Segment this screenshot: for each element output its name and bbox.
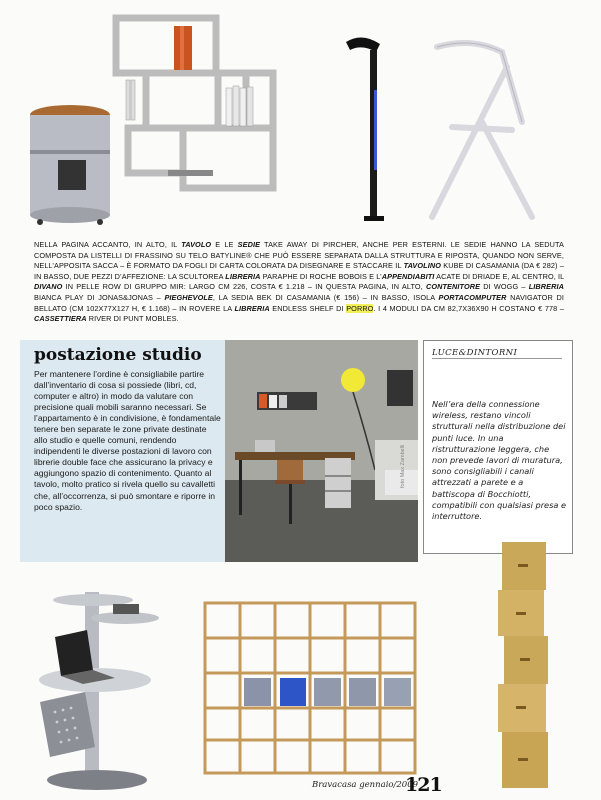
sidebar-body: Nell’era della connessione wireless, restano vincoli strutturali nella distribuzione dei punti luce. In una ristrutturazione leggera, che non prevede lavori di muratura, sono consigliabili i canali attrezzati a parete e a battiscopa di Bocchiotti, compatibili con qualsiasi presa e interruttore.	[432, 399, 567, 522]
caption-run: APPENDIABITI	[381, 271, 435, 281]
caption-run: RIVER DI PUNT MOBLES.	[86, 314, 179, 324]
folding-chair-photo	[412, 32, 542, 224]
caption-run: ENDLESS SHELF DI	[269, 303, 347, 313]
section-title: postazione studio	[34, 345, 202, 365]
caption-run: NAVIGATOR DI BELLATO (CM 102X77X127 H, € 1.168) – IN ROVERE LA	[34, 292, 564, 313]
caption-run: PORTACOMPUTER	[438, 292, 507, 302]
photo-credit: foto Max Zambelli	[400, 444, 406, 488]
caption-run: CASSETTIERA	[34, 314, 87, 324]
caption-run: LIBRERIA	[528, 282, 564, 292]
caption-run: NELLA PAGINA ACCANTO, IN ALTO, IL	[34, 240, 182, 249]
caption-run: , LA SEDIA BEK DI CASAMANIA (€ 156) – IN BASSO, ISOLA	[212, 292, 439, 302]
caption-run: KUBE DI CASAMANIA (DA € 282) – IN BASSO, DUE PEZZI D’AFFEZIONE: LA SCULTOREA	[34, 261, 564, 281]
black-stand-photo	[340, 30, 400, 225]
computer-island-photo	[25, 582, 165, 794]
caption-run: PIEGHEVOLE	[164, 292, 213, 302]
caption-run: TAVOLO	[181, 240, 212, 249]
caption-run: TAKE AWAY DI PIRCHER, ANCHE PER ESTERNI. LE SEDIE HANNO LA SEDUTA COMPOSTA DA LISTELLI DI FRASSINO SU TELO BATYLINE® CHE PUÒ ESSERE SEPARATA DALLA STRUTTURA E RIPOSTA, QUANDO NON SERVE, NELL’APPOSITA SACCA – È FORMATO DA FOGLI DI CARTA COLORATA DA DISEGNARE E STACCARE IL	[34, 240, 564, 271]
endless-shelf-photo	[200, 598, 420, 780]
sidebar-rule	[432, 358, 562, 359]
highlighted-brand: PORRO	[346, 303, 374, 313]
caption-run: LIBRERIA	[234, 303, 270, 313]
caption-run: TAVOLINO	[403, 261, 442, 271]
section-body: Per mantenere l’ordine è consigliabile partire dall’inventario di cosa si possiede (libri, cd, computer e altro) in modo da valutare con precisione quali mobili saranno necessari. Se l’appartamento è in condivisione, è fondamentale tenere ben separate le zone private destinate allo studio e quelle comuni, rendendo indipendenti le diverse postazioni di lavoro con librerie double face che assicurano la privacy e aggiungono spazio di contenimento. Quanto al tavolo, molto pratico si rivela quello su cavalletti che, all’occorrenza, si può smontare e riporre in poco spazio.	[34, 369, 221, 512]
caption-run: . I 4 MODULI DA CM 82,7X36X90 H COSTANO € 778 –	[373, 303, 564, 313]
caption-run: DI WOGG –	[480, 282, 529, 292]
magazine-footer: Bravacasa gennaio/2009	[312, 780, 419, 790]
caption-run: PARAPHE DI ROCHE BOBOIS E L’	[260, 271, 382, 281]
shelving-cabinet-photo	[28, 10, 283, 228]
caption-run: DIVANO	[34, 282, 63, 292]
caption-run: IN PELLE ROW DI GRUPPO MIR: LARGO CM 226, COSTA € 1.218 – IN QUESTA PAGINA, IN ALTO,	[62, 282, 426, 292]
study-room-photo	[225, 340, 418, 562]
caption-run: BIANCA PLAY DI JONAS&JONAS –	[34, 292, 165, 302]
caption-run: E LE	[211, 240, 238, 249]
page-number: 121	[405, 774, 442, 796]
caption-run: ACATE DI DRIADE E, AL CENTRO, IL	[434, 271, 564, 281]
caption-run: LIBRERIA	[225, 271, 261, 281]
caption-run: CONTENITORE	[425, 282, 481, 292]
product-caption	[34, 240, 564, 325]
sidebar-title: LUCE&DINTORNI	[432, 348, 518, 358]
caption-run: SEDIE	[237, 240, 261, 249]
drawer-tower-photo	[492, 540, 554, 792]
